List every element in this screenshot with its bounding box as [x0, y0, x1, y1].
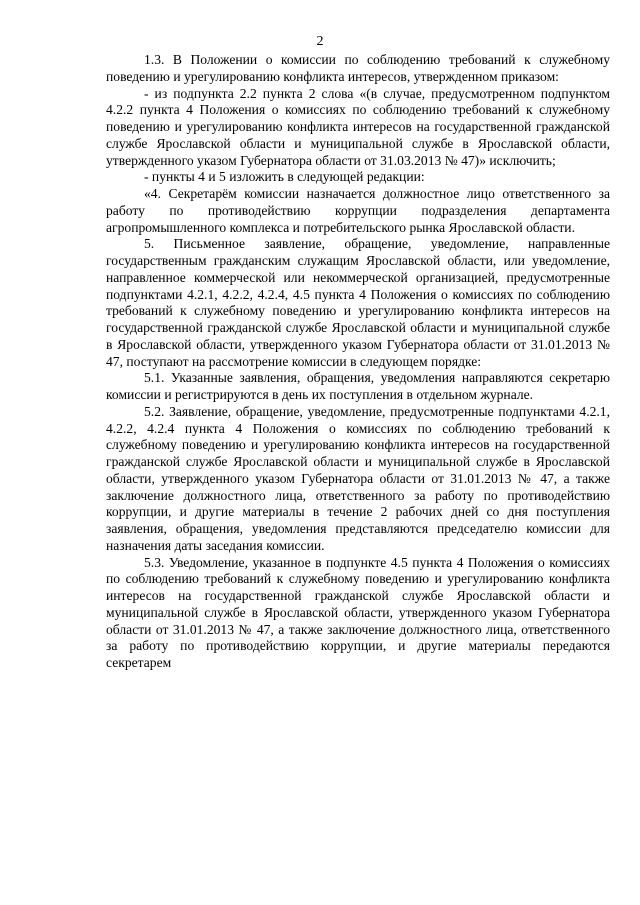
paragraph-item-exclude-words: - из подпункта 2.2 пункта 2 слова «(в случае, предусмотренном подпунктом 4.2.2 пункта 4 Положения о комиссиях по соблюдению требований к служебному поведению и урегулированию конфликта интересов на государственной гражданской службе Ярославской области и муниципальной службе в Ярославской области, утвержденного указом Губернатора области от 31.03.2013 № 47)» исключить; [106, 85, 610, 168]
document-body [106, 52, 610, 672]
paragraph-5-3: 5.3. Уведомление, указанное в подпункте 4.5 пункта 4 Положения о комиссиях по соблюдению требований к служебному поведению и урегулированию конфликта интересов на государственной гражданской службе Ярославской области и муниципальной службе в Ярославской области, утвержденного указом Губернатора области от 31.01.2013 № 47, а также заключение должностного лица, ответственного за работу по противодействию коррупции, и другие материалы передаются секретарем [106, 554, 610, 670]
paragraph-5-written-statement: 5. Письменное заявление, обращение, уведомление, направленные государственным гражданским служащим Ярославской области, или уведомление, направленное коммерческой или некоммерческой организацией, предусмотренные подпунктами 4.2.1, 4.2.2, 4.2.4, 4.5 пункта 4 Положения о комиссиях по соблюдению требований к служебному поведению и урегулированию конфликта интересов на государственной гражданской службе Ярославской области и муниципальной службе в Ярославской области, утвержденного указом Губернатора области от 31.01.2013 № 47, поступают на рассмотрение комиссии в следующем порядке: [106, 236, 610, 369]
paragraph-4-secretary: «4. Секретарём комиссии назначается должностное лицо ответственного за работу по противодействию коррупции подразделения департамента агропромышленного комплекса и потребительского рынка Ярославской области. [106, 186, 610, 235]
paragraph-1-3: 1.3. В Положении о комиссии по соблюдению требований к служебному поведению и урегулированию конфликта интересов, утвержденном приказом: [106, 52, 610, 84]
page-number: 2 [316, 34, 324, 49]
paragraph-5-1: 5.1. Указанные заявления, обращения, уведомления направляются секретарю комиссии и регистрируются в день их поступления в отдельном журнале. [106, 370, 610, 402]
paragraph-item-new-edition: - пункты 4 и 5 изложить в следующей редакции: [144, 169, 425, 185]
paragraph-5-2: 5.2. Заявление, обращение, уведомление, предусмотренные подпунктами 4.2.1, 4.2.2, 4.2.4 пункта 4 Положения о комиссиях по соблюдению требований к служебному поведению и урегулированию конфликта интересов на государственной гражданской службе Ярославской области и муниципальной службе в Ярославской области, утвержденного указом Губернатора области от 31.01.2013 № 47, а также заключение должностного лица, ответственного за работу по противодействию коррупции, и другие материалы в течение 2 рабочих дней со дня поступления заявления, обращения, уведомления представляются председателю комиссии для назначения даты заседания комиссии. [106, 403, 610, 553]
